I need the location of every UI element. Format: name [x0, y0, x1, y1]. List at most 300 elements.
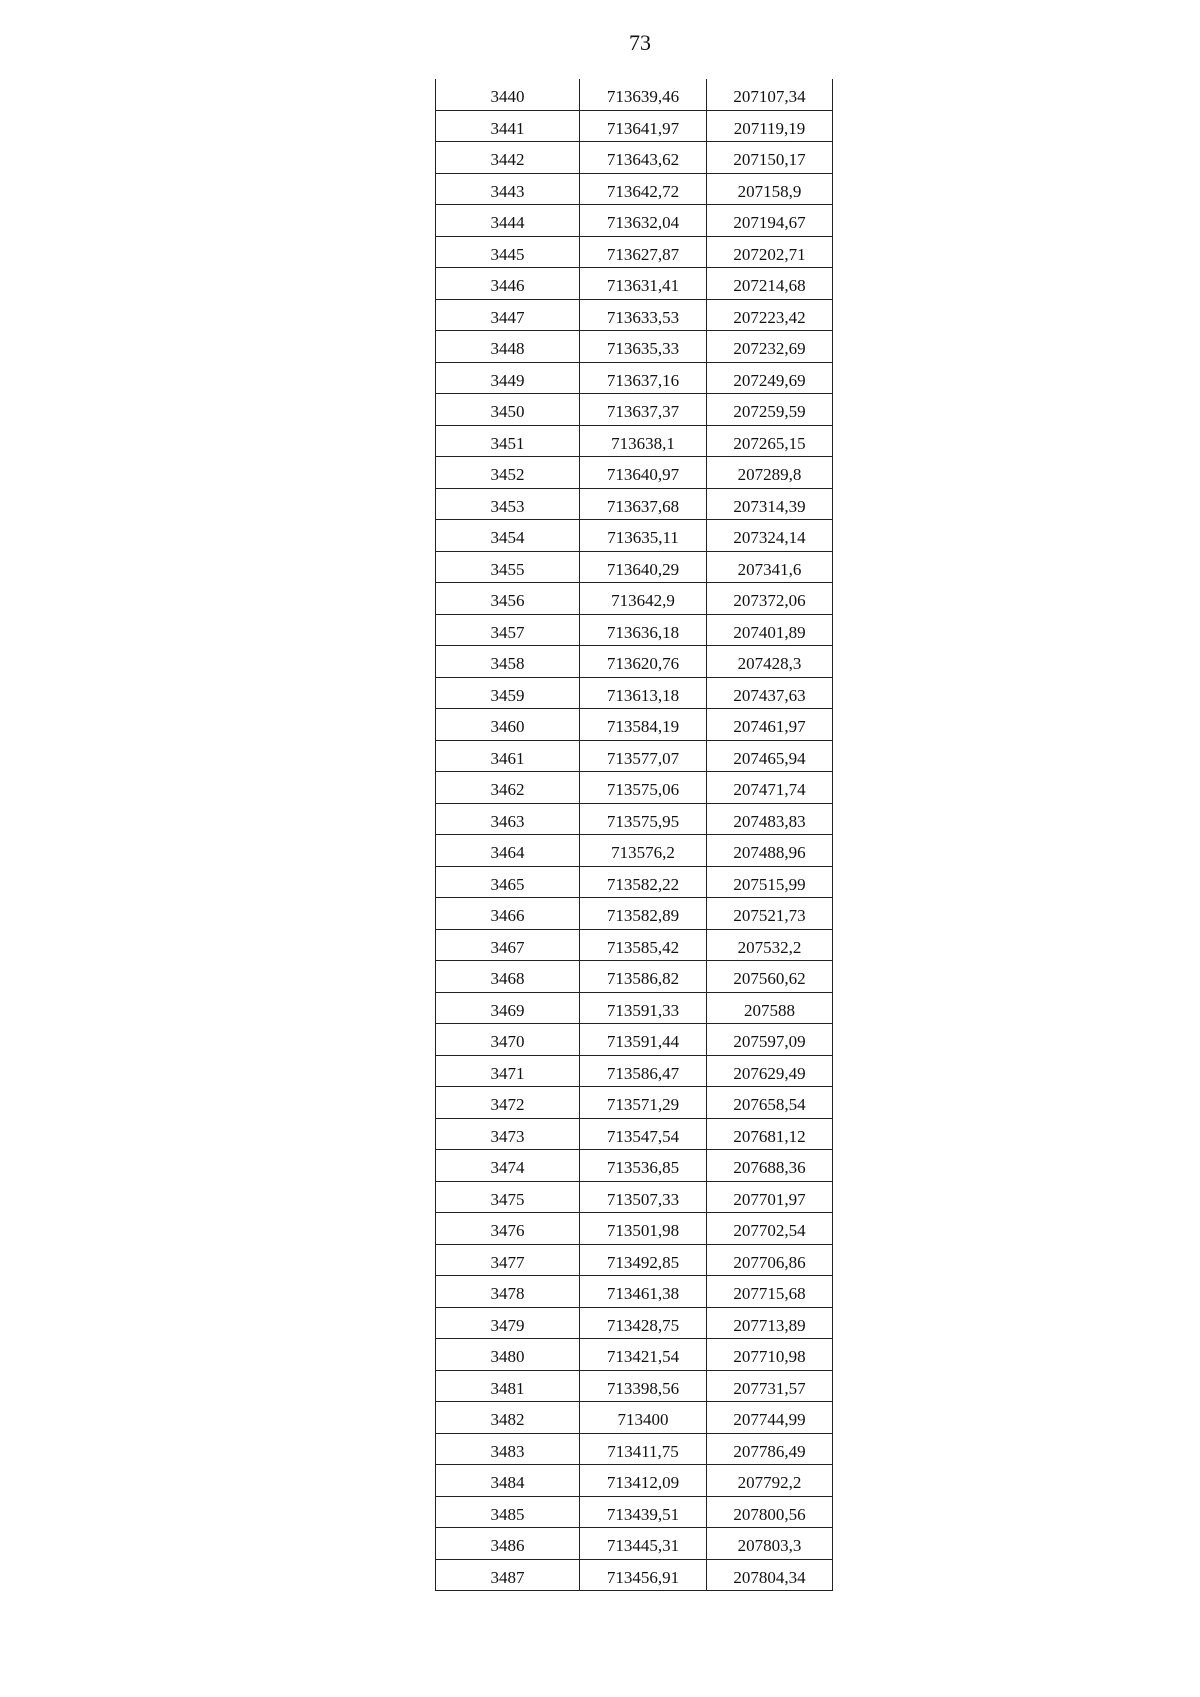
table-row	[436, 740, 833, 772]
table-row	[436, 142, 833, 174]
point-number-cell	[436, 1276, 580, 1308]
x-coordinate-cell	[580, 520, 707, 552]
point-number-value: 3452	[490, 465, 525, 485]
x-coordinate-cell	[580, 268, 707, 300]
y-coordinate-cell	[707, 646, 833, 678]
x-coordinate-value: 713627,87	[606, 244, 680, 264]
y-coordinate-cell	[707, 1087, 833, 1119]
y-coordinate-cell	[707, 457, 833, 489]
point-number-value: 3467	[490, 937, 525, 957]
y-coordinate-value: 207681,12	[733, 1126, 806, 1146]
point-number-cell	[436, 866, 580, 898]
x-coordinate-cell	[580, 1496, 707, 1528]
point-number-value: 3444	[490, 213, 525, 233]
table-row	[436, 1433, 833, 1465]
point-number-value: 3457	[490, 622, 525, 642]
table-row	[436, 772, 833, 804]
y-coordinate-value: 207800,56	[733, 1504, 806, 1524]
x-coordinate-value: 713641,97	[606, 118, 680, 138]
y-coordinate-cell	[707, 110, 833, 142]
table-row	[436, 709, 833, 741]
point-number-value: 3450	[490, 402, 525, 422]
point-number-cell	[436, 394, 580, 426]
y-coordinate-cell	[707, 1339, 833, 1371]
point-number-cell	[436, 992, 580, 1024]
y-coordinate-cell	[707, 1559, 833, 1591]
x-coordinate-value: 713642,9	[611, 591, 675, 611]
table-row	[436, 331, 833, 363]
x-coordinate-cell	[580, 1465, 707, 1497]
x-coordinate-cell	[580, 488, 707, 520]
y-coordinate-value: 207150,17	[733, 150, 806, 170]
x-coordinate-cell	[580, 299, 707, 331]
y-coordinate-cell	[707, 1307, 833, 1339]
y-coordinate-value: 207521,73	[733, 906, 806, 926]
point-number-value: 3481	[490, 1378, 525, 1398]
x-coordinate-cell	[580, 583, 707, 615]
table-row	[436, 803, 833, 835]
coordinates-table	[435, 79, 833, 1591]
y-coordinate-value: 207119,19	[733, 118, 806, 138]
x-coordinate-value: 713575,06	[606, 780, 680, 800]
point-number-value: 3480	[490, 1347, 525, 1367]
table-row	[436, 1307, 833, 1339]
point-number-cell	[436, 1213, 580, 1245]
point-number-cell	[436, 1370, 580, 1402]
y-coordinate-value: 207465,94	[733, 748, 806, 768]
x-coordinate-cell	[580, 740, 707, 772]
y-coordinate-value: 207731,57	[733, 1378, 806, 1398]
table-row	[436, 1559, 833, 1591]
y-coordinate-value: 207744,99	[733, 1410, 806, 1430]
point-number-value: 3483	[490, 1441, 525, 1461]
y-coordinate-cell	[707, 79, 833, 110]
x-coordinate-value: 713584,19	[606, 717, 680, 737]
y-coordinate-value: 207194,67	[733, 213, 806, 233]
table-row	[436, 1496, 833, 1528]
x-coordinate-value: 713637,68	[606, 496, 680, 516]
point-number-value: 3462	[490, 780, 525, 800]
point-number-cell	[436, 961, 580, 993]
y-coordinate-value: 207437,63	[733, 685, 806, 705]
point-number-value: 3486	[490, 1536, 525, 1556]
x-coordinate-cell	[580, 898, 707, 930]
y-coordinate-cell	[707, 1150, 833, 1182]
table-row	[436, 425, 833, 457]
x-coordinate-value: 713428,75	[606, 1315, 680, 1335]
x-coordinate-cell	[580, 205, 707, 237]
x-coordinate-cell	[580, 1370, 707, 1402]
point-number-cell	[436, 1496, 580, 1528]
x-coordinate-cell	[580, 1528, 707, 1560]
y-coordinate-cell	[707, 709, 833, 741]
y-coordinate-value: 207588	[744, 1000, 795, 1020]
point-number-cell	[436, 457, 580, 489]
point-number-cell	[436, 1465, 580, 1497]
y-coordinate-cell	[707, 1055, 833, 1087]
point-number-value: 3453	[490, 496, 525, 516]
point-number-cell	[436, 1244, 580, 1276]
point-number-value: 3471	[490, 1063, 525, 1083]
y-coordinate-cell	[707, 677, 833, 709]
x-coordinate-cell	[580, 1150, 707, 1182]
point-number-value: 3472	[490, 1095, 525, 1115]
y-coordinate-value: 207461,97	[733, 717, 806, 737]
y-coordinate-cell	[707, 299, 833, 331]
x-coordinate-value: 713439,51	[606, 1504, 680, 1524]
table-row	[436, 520, 833, 552]
point-number-value: 3456	[490, 591, 525, 611]
y-coordinate-value: 207786,49	[733, 1441, 806, 1461]
table-row	[436, 1370, 833, 1402]
point-number-cell	[436, 1402, 580, 1434]
y-coordinate-cell	[707, 488, 833, 520]
x-coordinate-cell	[580, 1118, 707, 1150]
y-coordinate-value: 207706,86	[733, 1252, 806, 1272]
table-row	[436, 1055, 833, 1087]
point-number-value: 3451	[490, 433, 525, 453]
table-row	[436, 583, 833, 615]
point-number-value: 3458	[490, 654, 525, 674]
x-coordinate-cell	[580, 992, 707, 1024]
y-coordinate-value: 207629,49	[733, 1063, 806, 1083]
point-number-value: 3442	[490, 150, 525, 170]
x-coordinate-cell	[580, 551, 707, 583]
y-coordinate-cell	[707, 835, 833, 867]
y-coordinate-cell	[707, 866, 833, 898]
table-row	[436, 79, 833, 110]
x-coordinate-cell	[580, 1276, 707, 1308]
x-coordinate-value: 713613,18	[606, 685, 680, 705]
point-number-value: 3466	[490, 906, 525, 926]
point-number-cell	[436, 488, 580, 520]
point-number-cell	[436, 614, 580, 646]
x-coordinate-cell	[580, 1181, 707, 1213]
y-coordinate-cell	[707, 331, 833, 363]
y-coordinate-cell	[707, 803, 833, 835]
y-coordinate-value: 207803,3	[737, 1536, 802, 1556]
page-number: 73	[629, 30, 651, 55]
x-coordinate-cell	[580, 961, 707, 993]
y-coordinate-value: 207792,2	[737, 1473, 802, 1493]
y-coordinate-value: 207471,74	[733, 780, 806, 800]
table-row	[436, 205, 833, 237]
table-row	[436, 1024, 833, 1056]
point-number-cell	[436, 583, 580, 615]
table-row	[436, 110, 833, 142]
point-number-value: 3469	[490, 1000, 525, 1020]
y-coordinate-value: 207701,97	[733, 1189, 806, 1209]
table-row	[436, 1150, 833, 1182]
x-coordinate-cell	[580, 929, 707, 961]
y-coordinate-cell	[707, 362, 833, 394]
y-coordinate-value: 207532,2	[737, 937, 802, 957]
x-coordinate-value: 713547,54	[606, 1126, 680, 1146]
point-number-value: 3443	[490, 181, 525, 201]
y-coordinate-value: 207289,8	[737, 465, 802, 485]
x-coordinate-cell	[580, 425, 707, 457]
point-number-value: 3464	[490, 843, 525, 863]
point-number-cell	[436, 520, 580, 552]
x-coordinate-value: 713492,85	[606, 1252, 680, 1272]
y-coordinate-cell	[707, 1528, 833, 1560]
table-row	[436, 898, 833, 930]
point-number-value: 3487	[490, 1567, 525, 1587]
table-row	[436, 1213, 833, 1245]
x-coordinate-value: 713640,29	[606, 559, 680, 579]
x-coordinate-cell	[580, 835, 707, 867]
point-number-cell	[436, 110, 580, 142]
table-row	[436, 1465, 833, 1497]
y-coordinate-cell	[707, 583, 833, 615]
point-number-value: 3460	[490, 717, 525, 737]
table-row	[436, 268, 833, 300]
y-coordinate-cell	[707, 614, 833, 646]
coordinates-table-body	[436, 79, 833, 1591]
x-coordinate-value: 713585,42	[606, 937, 680, 957]
y-coordinate-value: 207265,15	[733, 433, 806, 453]
point-number-cell	[436, 772, 580, 804]
y-coordinate-cell	[707, 772, 833, 804]
point-number-cell	[436, 1150, 580, 1182]
point-number-value: 3484	[490, 1473, 525, 1493]
table-row	[436, 1118, 833, 1150]
x-coordinate-value: 713632,04	[606, 213, 680, 233]
y-coordinate-cell	[707, 551, 833, 583]
point-number-cell	[436, 1024, 580, 1056]
point-number-value: 3448	[490, 339, 525, 359]
y-coordinate-value: 207597,09	[733, 1032, 806, 1052]
point-number-value: 3465	[490, 874, 525, 894]
x-coordinate-value: 713577,07	[606, 748, 680, 768]
y-coordinate-cell	[707, 929, 833, 961]
x-coordinate-cell	[580, 1213, 707, 1245]
point-number-cell	[436, 1339, 580, 1371]
x-coordinate-cell	[580, 1087, 707, 1119]
x-coordinate-value: 713575,95	[606, 811, 680, 831]
point-number-cell	[436, 898, 580, 930]
table-row	[436, 299, 833, 331]
point-number-cell	[436, 835, 580, 867]
x-coordinate-value: 713461,38	[606, 1284, 680, 1304]
point-number-value: 3478	[490, 1284, 525, 1304]
point-number-cell	[436, 709, 580, 741]
y-coordinate-cell	[707, 898, 833, 930]
y-coordinate-cell	[707, 961, 833, 993]
y-coordinate-cell	[707, 205, 833, 237]
x-coordinate-value: 713591,44	[606, 1032, 680, 1052]
x-coordinate-value: 713586,82	[606, 969, 680, 989]
x-coordinate-value: 713620,76	[606, 654, 680, 674]
table-row	[436, 1276, 833, 1308]
point-number-cell	[436, 1087, 580, 1119]
point-number-value: 3476	[490, 1221, 525, 1241]
y-coordinate-cell	[707, 394, 833, 426]
point-number-cell	[436, 1118, 580, 1150]
point-number-cell	[436, 1181, 580, 1213]
y-coordinate-cell	[707, 1496, 833, 1528]
table-row	[436, 173, 833, 205]
x-coordinate-cell	[580, 614, 707, 646]
x-coordinate-cell	[580, 1559, 707, 1591]
x-coordinate-value: 713643,62	[606, 150, 680, 170]
point-number-value: 3454	[490, 528, 525, 548]
x-coordinate-cell	[580, 1055, 707, 1087]
x-coordinate-cell	[580, 457, 707, 489]
y-coordinate-value: 207401,89	[733, 622, 806, 642]
point-number-value: 3446	[490, 276, 525, 296]
y-coordinate-cell	[707, 142, 833, 174]
y-coordinate-cell	[707, 425, 833, 457]
x-coordinate-value: 713411,75	[607, 1441, 679, 1461]
y-coordinate-value: 207259,59	[733, 402, 806, 422]
table-row	[436, 677, 833, 709]
y-coordinate-value: 207715,68	[733, 1284, 806, 1304]
y-coordinate-value: 207713,89	[733, 1315, 806, 1335]
x-coordinate-value: 713507,33	[606, 1189, 680, 1209]
point-number-value: 3470	[490, 1032, 525, 1052]
point-number-cell	[436, 803, 580, 835]
x-coordinate-value: 713445,31	[606, 1536, 680, 1556]
point-number-value: 3449	[490, 370, 525, 390]
y-coordinate-value: 207428,3	[737, 654, 802, 674]
y-coordinate-value: 207560,62	[733, 969, 806, 989]
x-coordinate-cell	[580, 1339, 707, 1371]
point-number-cell	[436, 1559, 580, 1591]
y-coordinate-cell	[707, 992, 833, 1024]
point-number-cell	[436, 331, 580, 363]
x-coordinate-value: 713635,11	[607, 528, 679, 548]
y-coordinate-value: 207324,14	[733, 528, 806, 548]
x-coordinate-value: 713398,56	[606, 1378, 680, 1398]
point-number-cell	[436, 268, 580, 300]
x-coordinate-value: 713640,97	[606, 465, 680, 485]
point-number-value: 3474	[490, 1158, 525, 1178]
y-coordinate-cell	[707, 236, 833, 268]
x-coordinate-value: 713582,22	[606, 874, 680, 894]
x-coordinate-value: 713400	[617, 1410, 669, 1430]
table-row	[436, 394, 833, 426]
point-number-value: 3473	[490, 1126, 525, 1146]
table-row	[436, 1528, 833, 1560]
y-coordinate-value: 207658,54	[733, 1095, 806, 1115]
table-row	[436, 1339, 833, 1371]
table-row	[436, 835, 833, 867]
x-coordinate-cell	[580, 772, 707, 804]
x-coordinate-cell	[580, 1024, 707, 1056]
table-row	[436, 488, 833, 520]
table-row	[436, 992, 833, 1024]
table-row	[436, 236, 833, 268]
point-number-value: 3485	[490, 1504, 525, 1524]
y-coordinate-cell	[707, 1213, 833, 1245]
table-row	[436, 551, 833, 583]
table-row	[436, 929, 833, 961]
point-number-cell	[436, 79, 580, 110]
table-row	[436, 646, 833, 678]
point-number-value: 3461	[490, 748, 525, 768]
y-coordinate-value: 207804,34	[733, 1567, 806, 1587]
x-coordinate-cell	[580, 110, 707, 142]
point-number-value: 3459	[490, 685, 525, 705]
x-coordinate-cell	[580, 173, 707, 205]
y-coordinate-cell	[707, 1244, 833, 1276]
point-number-value: 3477	[490, 1252, 525, 1272]
y-coordinate-value: 207158,9	[737, 181, 802, 201]
y-coordinate-value: 207488,96	[733, 843, 806, 863]
y-coordinate-cell	[707, 268, 833, 300]
y-coordinate-cell	[707, 1370, 833, 1402]
x-coordinate-value: 713642,72	[606, 181, 680, 201]
x-coordinate-cell	[580, 331, 707, 363]
point-number-value: 3463	[490, 811, 525, 831]
x-coordinate-cell	[580, 79, 707, 110]
point-number-value: 3447	[490, 307, 525, 327]
x-coordinate-value: 713638,1	[611, 433, 675, 453]
y-coordinate-value: 207483,83	[733, 811, 806, 831]
table-row	[436, 1181, 833, 1213]
x-coordinate-cell	[580, 362, 707, 394]
y-coordinate-value: 207107,34	[733, 87, 806, 107]
x-coordinate-value: 713637,37	[606, 402, 680, 422]
x-coordinate-value: 713635,33	[606, 339, 680, 359]
x-coordinate-cell	[580, 803, 707, 835]
x-coordinate-value: 713637,16	[606, 370, 680, 390]
y-coordinate-value: 207341,6	[737, 559, 802, 579]
y-coordinate-value: 207515,99	[733, 874, 806, 894]
table-row	[436, 866, 833, 898]
point-number-cell	[436, 1528, 580, 1560]
point-number-cell	[436, 236, 580, 268]
y-coordinate-value: 207688,36	[733, 1158, 806, 1178]
y-coordinate-cell	[707, 740, 833, 772]
point-number-cell	[436, 1055, 580, 1087]
point-number-cell	[436, 677, 580, 709]
table-row	[436, 961, 833, 993]
point-number-cell	[436, 929, 580, 961]
x-coordinate-cell	[580, 866, 707, 898]
x-coordinate-value: 713456,91	[606, 1567, 680, 1587]
x-coordinate-value: 713586,47	[606, 1063, 680, 1083]
x-coordinate-value: 713501,98	[606, 1221, 680, 1241]
point-number-value: 3475	[490, 1189, 525, 1209]
x-coordinate-cell	[580, 236, 707, 268]
y-coordinate-cell	[707, 1402, 833, 1434]
y-coordinate-value: 207372,06	[733, 591, 806, 611]
x-coordinate-cell	[580, 1402, 707, 1434]
point-number-cell	[436, 205, 580, 237]
x-coordinate-value: 713576,2	[611, 843, 675, 863]
x-coordinate-value: 713591,33	[606, 1000, 680, 1020]
x-coordinate-value: 713639,46	[606, 87, 680, 107]
point-number-cell	[436, 142, 580, 174]
x-coordinate-cell	[580, 646, 707, 678]
y-coordinate-cell	[707, 1181, 833, 1213]
point-number-cell	[436, 646, 580, 678]
y-coordinate-value: 207314,39	[733, 496, 806, 516]
y-coordinate-value: 207702,54	[733, 1221, 806, 1241]
table-row	[436, 1087, 833, 1119]
point-number-cell	[436, 740, 580, 772]
y-coordinate-cell	[707, 1024, 833, 1056]
y-coordinate-value: 207214,68	[733, 276, 806, 296]
x-coordinate-value: 713633,53	[606, 307, 680, 327]
point-number-value: 3445	[490, 244, 525, 264]
x-coordinate-value: 713636,18	[606, 622, 680, 642]
point-number-cell	[436, 1307, 580, 1339]
table-row	[436, 457, 833, 489]
point-number-cell	[436, 551, 580, 583]
